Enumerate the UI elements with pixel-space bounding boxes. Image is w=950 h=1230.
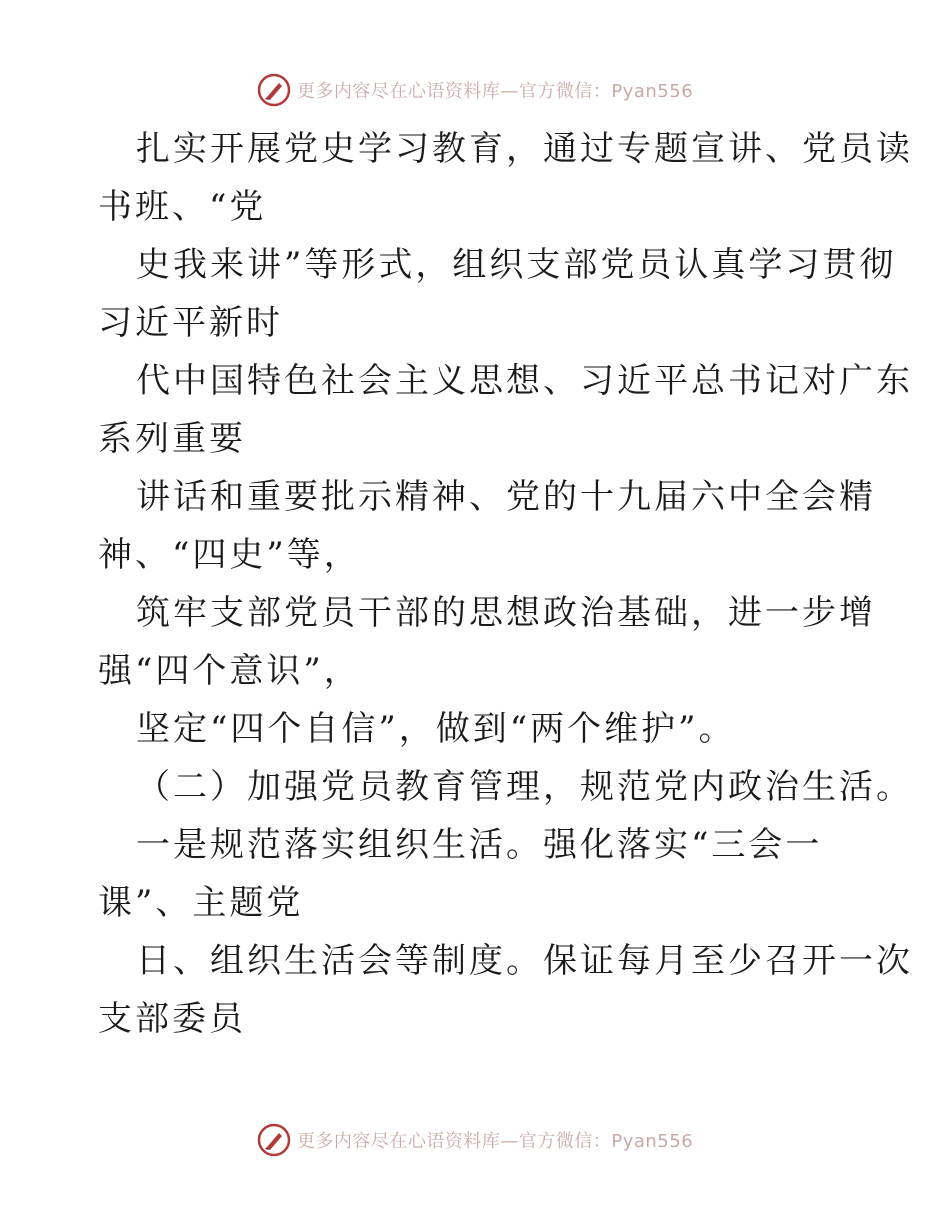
paragraph <box>98 120 913 236</box>
paragraph-line: 坚定“四个自信”，做到“两个维护”。 <box>136 709 736 749</box>
paragraph <box>98 700 858 758</box>
pen-logo-icon <box>257 1123 291 1157</box>
document-body <box>98 120 913 1048</box>
paragraph-line: （二）加强党员教育管理，规范党内政治生活。 <box>136 767 913 807</box>
paragraph-line: 神、“四史”等， <box>98 535 361 575</box>
paragraph <box>98 236 897 352</box>
paragraph-line: 支部委员 <box>98 999 246 1039</box>
paragraph-line: 日、组织生活会等制度。保证每月至少召开一次 <box>136 941 913 981</box>
paragraph <box>98 584 876 700</box>
paragraph-line: 代中国特色社会主义思想、习近平总书记对广东 <box>136 361 913 401</box>
pen-logo-icon <box>257 73 291 107</box>
footer-banner <box>0 1120 950 1160</box>
paragraph <box>98 816 858 932</box>
banner-text: 更多内容尽在心语资料库—官方微信：Pyan556 <box>296 1131 694 1152</box>
paragraph <box>98 468 876 584</box>
paragraph-line: 讲话和重要批示精神、党的十九届六中全会精 <box>136 477 876 517</box>
paragraph-line: 习近平新时 <box>98 303 283 343</box>
paragraph-line: 书班、“党 <box>98 187 267 227</box>
paragraph-line: 课”、主题党 <box>98 883 304 923</box>
section-heading <box>98 758 913 816</box>
paragraph-line: 强“四个意识”， <box>98 651 361 691</box>
header-banner <box>0 70 950 110</box>
banner-text: 更多内容尽在心语资料库—官方微信：Pyan556 <box>296 81 694 102</box>
paragraph <box>98 352 913 468</box>
paragraph-line: 扎实开展党史学习教育，通过专题宣讲、党员读 <box>136 129 913 169</box>
paragraph-line: 一是规范落实组织生活。强化落实“三会一 <box>136 825 823 865</box>
paragraph-line: 系列重要 <box>98 419 246 459</box>
paragraph <box>98 932 913 1048</box>
paragraph-line: 筑牢支部党员干部的思想政治基础，进一步增 <box>136 593 876 633</box>
paragraph-line: 史我来讲”等形式，组织支部党员认真学习贯彻 <box>136 245 897 285</box>
